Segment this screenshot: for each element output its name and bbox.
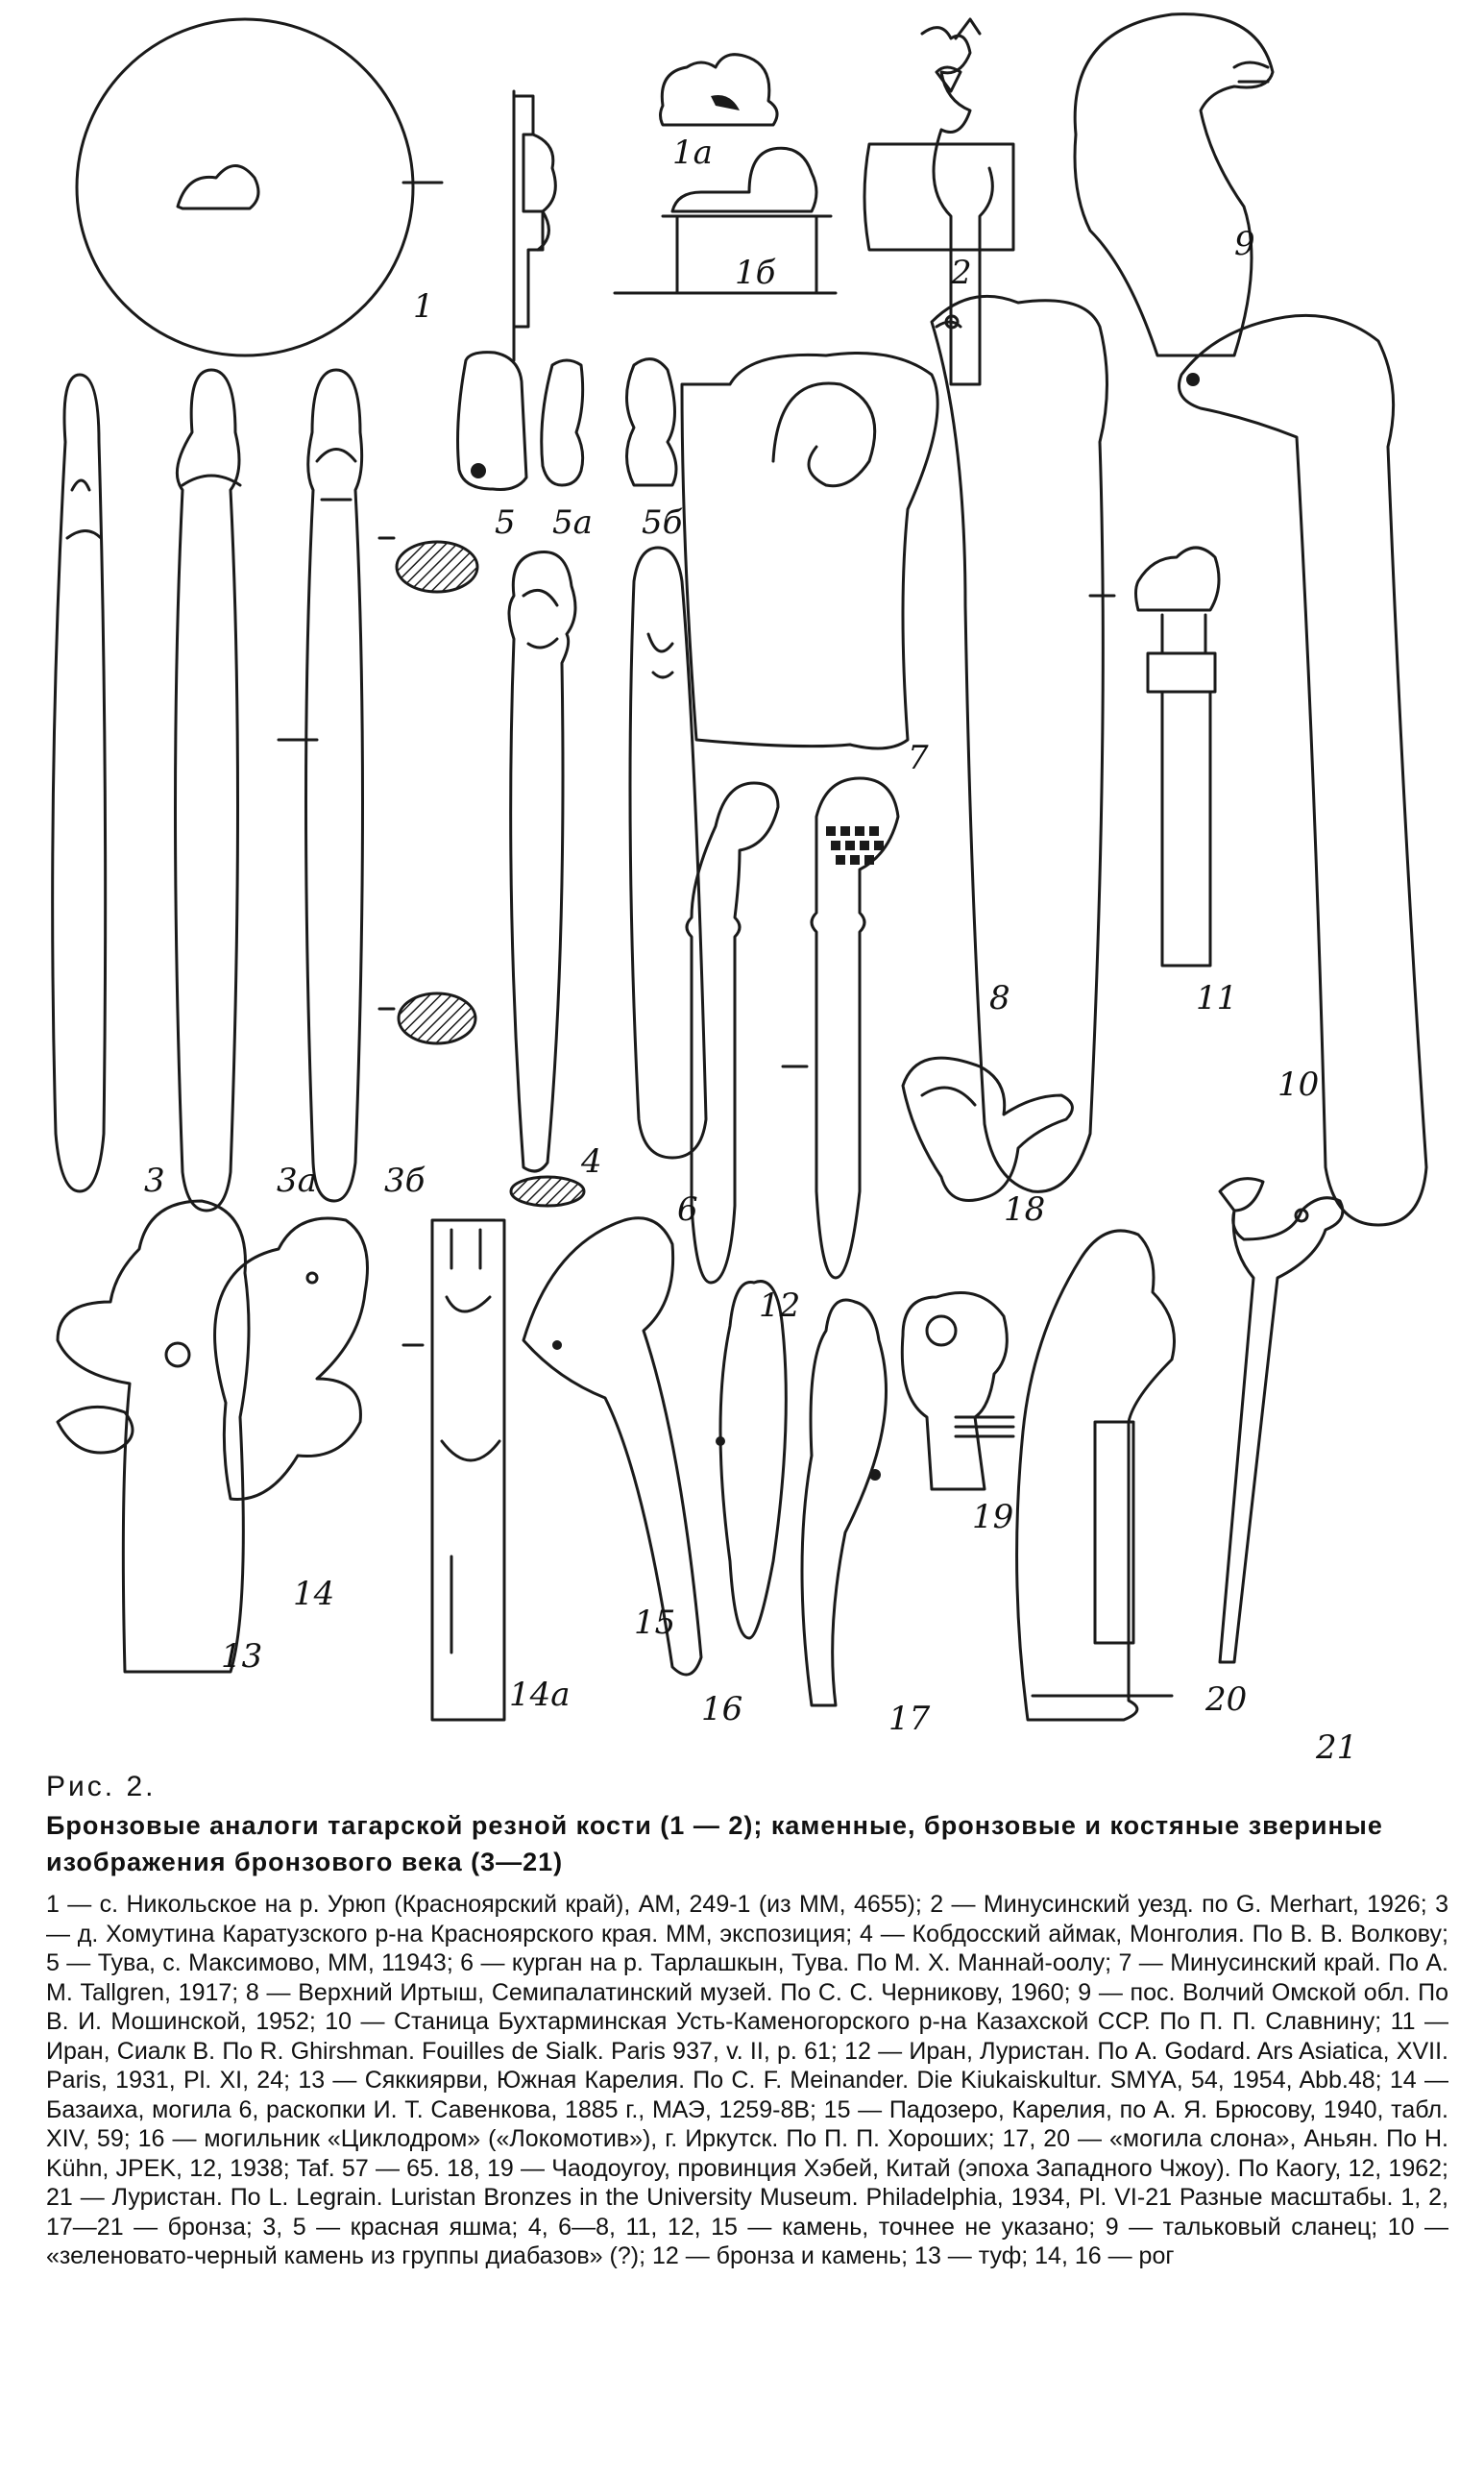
object-1a-animal-figure bbox=[661, 55, 778, 125]
object-8-stone-animal bbox=[932, 296, 1107, 1191]
label-13: 13 bbox=[221, 1637, 263, 1676]
label-1b: 1б bbox=[735, 254, 776, 292]
object-14-horn-figure bbox=[215, 1218, 368, 1499]
label-4: 4 bbox=[581, 1142, 602, 1181]
label-15: 15 bbox=[634, 1604, 676, 1642]
label-12: 12 bbox=[759, 1286, 801, 1325]
object-12-dagger-pair bbox=[687, 778, 898, 1283]
label-20: 20 bbox=[1205, 1680, 1248, 1719]
object-9-stone-head bbox=[1075, 14, 1273, 355]
label-1: 1 bbox=[413, 287, 434, 326]
object-20-bronze-handle bbox=[1017, 1231, 1175, 1720]
label-3b: 3б bbox=[384, 1162, 426, 1200]
object-16-horn-snake bbox=[716, 1282, 786, 1638]
label-5b: 5б bbox=[642, 503, 683, 542]
label-14: 14 bbox=[293, 1575, 335, 1613]
label-17: 17 bbox=[888, 1700, 931, 1738]
label-11: 11 bbox=[1196, 979, 1238, 1017]
label-5a: 5а bbox=[552, 503, 593, 542]
label-10: 10 bbox=[1277, 1066, 1320, 1104]
label-14a: 14а bbox=[509, 1676, 571, 1714]
label-8: 8 bbox=[989, 979, 1010, 1017]
object-5a-jasper-head bbox=[542, 360, 583, 485]
label-2: 2 bbox=[951, 254, 972, 292]
object-18-bronze-pommel bbox=[903, 1058, 1072, 1200]
label-5: 5 bbox=[495, 503, 516, 542]
label-19: 19 bbox=[972, 1498, 1014, 1536]
label-1a: 1а bbox=[672, 134, 713, 172]
object-5b-jasper-head bbox=[627, 359, 677, 485]
object-1b-animal-on-stand bbox=[615, 148, 836, 293]
object-3b-pestle bbox=[306, 370, 363, 1201]
caption-title: Бронзовые аналоги тагарской резной кости (1 — 2); каменные, бронзовые и костяные звериные изображения бронзового века (3—21) bbox=[46, 1811, 1383, 1876]
object-3a-pestle bbox=[176, 370, 241, 1211]
object-6-stone-figure bbox=[630, 548, 706, 1158]
label-7: 7 bbox=[908, 739, 929, 777]
label-18: 18 bbox=[1004, 1190, 1046, 1229]
object-13-tuff-head bbox=[58, 1201, 249, 1672]
object-17-bronze-snake bbox=[802, 1300, 887, 1705]
object-1-disc-mirror bbox=[77, 19, 555, 360]
label-21: 21 bbox=[1316, 1728, 1358, 1758]
object-5-jasper-head bbox=[458, 353, 526, 490]
object-21-bronze-pin bbox=[1220, 1179, 1343, 1662]
caption-label: Рис. 2. bbox=[46, 1771, 157, 1802]
object-11-dagger bbox=[1136, 548, 1220, 966]
object-7-stone-axe bbox=[682, 354, 937, 749]
object-3-pestle bbox=[53, 375, 106, 1191]
label-3: 3 bbox=[144, 1162, 165, 1200]
label-3a: 3а bbox=[277, 1162, 317, 1200]
object-4-stone-figure bbox=[509, 551, 575, 1171]
label-6: 6 bbox=[677, 1190, 698, 1229]
label-16: 16 bbox=[701, 1690, 743, 1728]
figure-caption bbox=[46, 1771, 1448, 2271]
caption-body: 1 — с. Никольское на р. Урюп (Красноярский край), АМ, 249-1 (из ММ, 4655); 2 — Минусинский уезд. по G. Merhart, 1926; 3 — д. Хомутина Каратузского р-на Красноярского края. ММ, экспозиция; 4 — Кобдосский аймак, Монголия. По В. В. Волкову; 5 — Тува, с. Максимово, ММ, 11943; 6 — курган на р. Тарлашкын, Тува. По М. Х. Маннай-оолу; 7 — Минусинский край. По А. М. Tallgren, 1917; 8 — Верхний Иртыш, Семипалатинский музей. По С. С. Черникову, 1960; 9 — пос. Волчий Омской обл. По В. И. Мошинской, 1952; 10 — Станица Бухтарминская Усть-Каменогорского р-на Казахской ССР. По П. П. Славнину; 11 — Иран, Сиалк В. По R. Ghirshman. Fouilles de Sialk. Paris 937, v. II, p. 61; 12 — Иран, Луристан. По A. Godard. Ars Asiatica, XVII. Paris, 1931, Pl. XI, 24; 13 — Сяккиярви, Южная Карелия. По C. F. Meinander. Die Kiukaiskultur. SMYA, 54, 1954, Abb.48; 14 — Базаиха, могила 6, раскопки И. Т. Савенкова, 1885 г., МАЭ, 1259-8В; 15 — Падозеро, Карелия, по А. Я. Брюсову, 1940, табл. XIV, 59; 16 — могильник «Циклодром» («Локомотив»), г. Иркутск. По П. П. Хороших; 17, 20 — «могила слона», Аньян. По Н. Kühn, JPEK, 12, 1938; Taf. 57 — 65. 18, 19 — Чаодоугоу, провинция Хэбей, Китай (эпоха Западного Чжоу). По Каогу, 12, 1962; 21 — Луристан. По L. Legrain. Luristan Bronzes in the University Museum. Philadelphia, 1934, Pl. VI-21 Разные масштабы. 1, 2, 17—21 — бронза; 3, 5 — красная яшма; 4, 6—8, 11, 12, 15 — камень, точнее не указано; 9 — тальковый сланец; 10 — «зеленовато-черный камень из группы диабазов» (?); 12 — бронза и камень; 13 — туф; 14, 16 — рог bbox=[46, 1891, 1448, 2269]
object-14a-horn-tube bbox=[432, 1220, 504, 1720]
label-9: 9 bbox=[1234, 225, 1255, 263]
object-2-axe-with-animal bbox=[864, 19, 1013, 384]
object-19-bronze-knife bbox=[902, 1293, 1013, 1490]
